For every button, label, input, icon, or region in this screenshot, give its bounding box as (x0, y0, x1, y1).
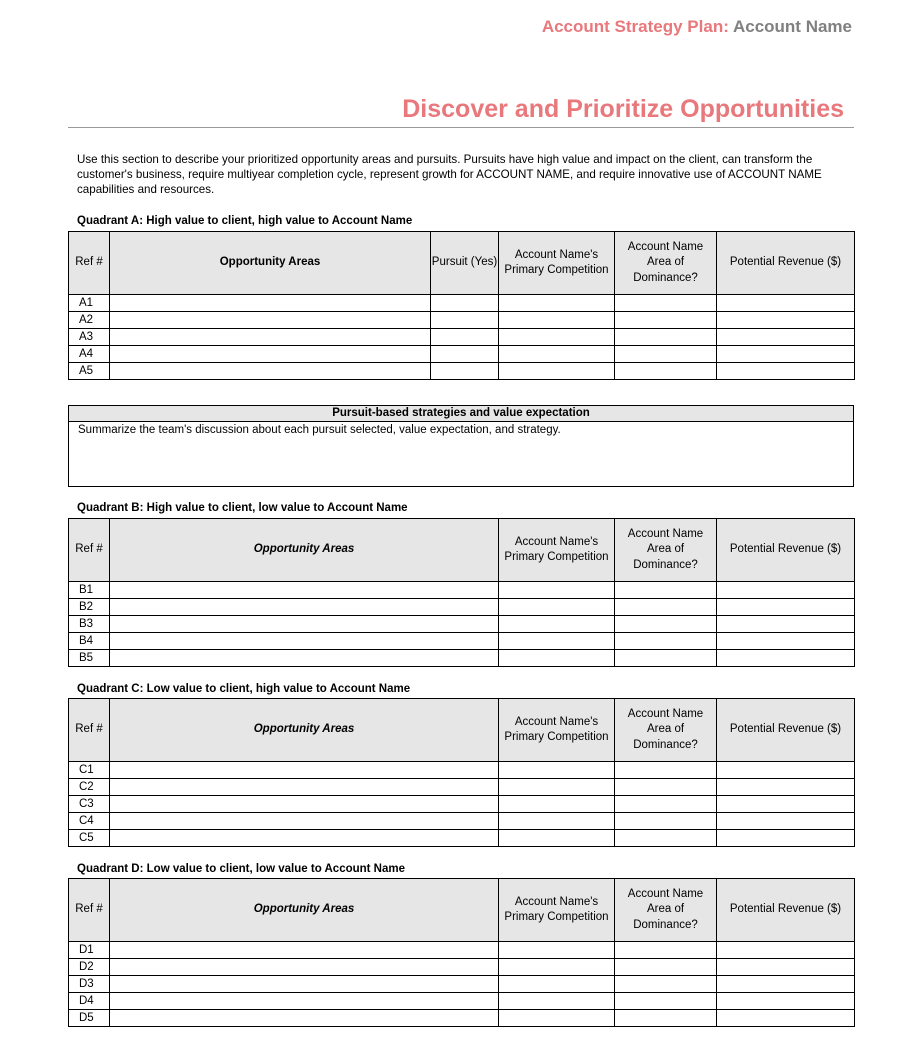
ref-header-label: Ref # (75, 256, 103, 269)
competition-cell[interactable] (499, 329, 615, 346)
competition-header (499, 879, 615, 942)
dominance-cell[interactable] (615, 796, 717, 813)
quadrant-c-table (68, 698, 855, 847)
competition-header (499, 232, 615, 295)
revenue-header-label: Potential Revenue ($) (729, 256, 842, 269)
table-row (69, 779, 855, 796)
ref-cell: D3 (69, 976, 110, 993)
dominance-cell[interactable] (615, 779, 717, 796)
ref-header (69, 232, 110, 295)
ref-cell: B4 (69, 633, 110, 650)
table-row (69, 942, 855, 959)
opportunity-cell[interactable] (110, 582, 499, 599)
revenue-cell[interactable] (717, 796, 855, 813)
revenue-cell[interactable] (717, 363, 855, 380)
opportunity-header (110, 699, 499, 762)
revenue-cell[interactable] (717, 993, 855, 1010)
revenue-header (717, 879, 855, 942)
dominance-header (615, 519, 717, 582)
dominance-cell[interactable] (615, 959, 717, 976)
revenue-cell[interactable] (717, 582, 855, 599)
ref-header (69, 879, 110, 942)
revenue-cell[interactable] (717, 942, 855, 959)
revenue-cell[interactable] (717, 976, 855, 993)
table-header-row (69, 519, 855, 582)
quadrant-d-label: Quadrant D: Low value to client, low value to Account Name (77, 863, 406, 875)
dominance-cell[interactable] (615, 993, 717, 1010)
competition-cell[interactable] (499, 779, 615, 796)
opportunity-header (110, 879, 499, 942)
revenue-cell[interactable] (717, 650, 855, 667)
table-row (69, 830, 855, 847)
dominance-cell[interactable] (615, 976, 717, 993)
pursuit-strategies-heading: Pursuit-based strategies and value expectation (69, 406, 853, 422)
opportunity-cell[interactable] (110, 993, 499, 1010)
opportunity-cell[interactable] (110, 976, 499, 993)
competition-cell[interactable] (499, 993, 615, 1010)
table-row (69, 582, 855, 599)
ref-header (69, 519, 110, 582)
dominance-cell[interactable] (615, 813, 717, 830)
ref-header-label: Ref # (75, 543, 103, 556)
revenue-header-label: Potential Revenue ($) (729, 903, 842, 916)
competition-cell[interactable] (499, 295, 615, 312)
dominance-header-label: Account Name Area of Dominance? (627, 707, 704, 751)
dominance-cell[interactable] (615, 830, 717, 847)
title-divider (68, 127, 854, 128)
opportunity-cell[interactable] (110, 599, 499, 616)
dominance-header-label: Account Name Area of Dominance? (627, 887, 704, 931)
dominance-cell[interactable] (615, 942, 717, 959)
opportunity-cell[interactable] (110, 650, 499, 667)
opportunity-header-label: Opportunity Areas (219, 256, 321, 269)
pursuit-cell[interactable] (431, 363, 499, 380)
pursuit-header-label: Pursuit (Yes) (431, 256, 498, 269)
dominance-header (615, 699, 717, 762)
opportunity-header (110, 232, 431, 295)
ref-cell: B1 (69, 582, 110, 599)
dominance-header (615, 232, 717, 295)
ref-cell: C5 (69, 830, 110, 847)
table-header-row (69, 699, 855, 762)
quadrant-a-label: Quadrant A: High value to client, high value to Account Name (77, 215, 413, 227)
dominance-cell[interactable] (615, 329, 717, 346)
ref-cell: B3 (69, 616, 110, 633)
opportunity-header-label: Opportunity Areas (253, 543, 355, 556)
revenue-cell[interactable] (717, 346, 855, 363)
table-row (69, 363, 855, 380)
opportunity-header-label: Opportunity Areas (253, 903, 355, 916)
table-row (69, 959, 855, 976)
opportunity-cell[interactable] (110, 312, 431, 329)
ref-cell: A4 (69, 346, 110, 363)
ref-cell: D1 (69, 942, 110, 959)
pursuit-header (431, 232, 499, 295)
pursuit-strategies-text[interactable]: Summarize the team's discussion about each pursuit selected, value expectation, and strategy. (78, 424, 561, 436)
opportunity-cell[interactable] (110, 1010, 499, 1027)
revenue-cell[interactable] (717, 295, 855, 312)
dominance-header-label: Account Name Area of Dominance? (627, 527, 704, 571)
revenue-cell[interactable] (717, 312, 855, 329)
revenue-header (717, 699, 855, 762)
ref-cell: D2 (69, 959, 110, 976)
competition-cell[interactable] (499, 762, 615, 779)
dominance-cell[interactable] (615, 312, 717, 329)
document-header (542, 17, 852, 37)
opportunity-cell[interactable] (110, 616, 499, 633)
opportunity-cell[interactable] (110, 762, 499, 779)
competition-header-label: Account Name's Primary Competition (504, 895, 609, 923)
dominance-header (615, 879, 717, 942)
competition-header (499, 519, 615, 582)
intro-paragraph: Use this section to describe your prioritized opportunity areas and pursuits. Pursuits have high value and impact on the client, can transform the customer's business, require multiyear completion cycle, represent growth for ACCOUNT NAME, and require innovative use of ACCOUNT NAME capabilities and resources. (77, 153, 822, 196)
quadrant-c-label: Quadrant C: Low value to client, high value to Account Name (77, 683, 411, 695)
competition-cell[interactable] (499, 976, 615, 993)
competition-cell[interactable] (499, 830, 615, 847)
opportunity-cell[interactable] (110, 830, 499, 847)
competition-cell[interactable] (499, 633, 615, 650)
table-header-row (69, 879, 855, 942)
ref-cell: C3 (69, 796, 110, 813)
competition-cell[interactable] (499, 582, 615, 599)
dominance-cell[interactable] (615, 633, 717, 650)
ref-cell: B5 (69, 650, 110, 667)
pursuit-strategies-box (68, 405, 854, 487)
table-row (69, 993, 855, 1010)
dominance-cell[interactable] (615, 363, 717, 380)
table-row (69, 813, 855, 830)
pursuit-cell[interactable] (431, 312, 499, 329)
revenue-cell[interactable] (717, 599, 855, 616)
table-row (69, 762, 855, 779)
competition-cell[interactable] (499, 1010, 615, 1027)
revenue-cell[interactable] (717, 959, 855, 976)
table-row (69, 633, 855, 650)
table-row (69, 295, 855, 312)
competition-cell[interactable] (499, 959, 615, 976)
section-title: Discover and Prioritize Opportunities (402, 95, 844, 123)
competition-cell[interactable] (499, 616, 615, 633)
opportunity-cell[interactable] (110, 295, 431, 312)
competition-cell[interactable] (499, 346, 615, 363)
competition-header-label: Account Name's Primary Competition (504, 535, 609, 563)
competition-cell[interactable] (499, 942, 615, 959)
competition-cell[interactable] (499, 813, 615, 830)
competition-cell[interactable] (499, 650, 615, 667)
competition-cell[interactable] (499, 599, 615, 616)
ref-cell: D4 (69, 993, 110, 1010)
opportunity-cell[interactable] (110, 796, 499, 813)
table-header-row (69, 232, 855, 295)
quadrant-b-table (68, 518, 855, 667)
opportunity-header (110, 519, 499, 582)
revenue-header-label: Potential Revenue ($) (729, 543, 842, 556)
revenue-cell[interactable] (717, 1010, 855, 1027)
opportunity-cell[interactable] (110, 813, 499, 830)
dominance-cell[interactable] (615, 582, 717, 599)
revenue-cell[interactable] (717, 329, 855, 346)
table-row (69, 599, 855, 616)
opportunity-cell[interactable] (110, 942, 499, 959)
ref-cell: D5 (69, 1010, 110, 1027)
revenue-header-label: Potential Revenue ($) (729, 723, 842, 736)
account-name: Account Name (732, 17, 852, 36)
ref-cell: B2 (69, 599, 110, 616)
table-row (69, 346, 855, 363)
plan-label: Account Strategy Plan: (541, 17, 729, 36)
opportunity-header-label: Opportunity Areas (253, 723, 355, 736)
table-row (69, 616, 855, 633)
pursuit-cell[interactable] (431, 346, 499, 363)
ref-cell: C2 (69, 779, 110, 796)
table-row (69, 1010, 855, 1027)
revenue-cell[interactable] (717, 633, 855, 650)
revenue-cell[interactable] (717, 813, 855, 830)
ref-header-label: Ref # (75, 723, 103, 736)
revenue-cell[interactable] (717, 616, 855, 633)
revenue-cell[interactable] (717, 779, 855, 796)
quadrant-d-table (68, 878, 855, 1027)
ref-cell: A1 (69, 295, 110, 312)
revenue-cell[interactable] (717, 762, 855, 779)
competition-header (499, 699, 615, 762)
ref-cell: A5 (69, 363, 110, 380)
pursuit-cell[interactable] (431, 295, 499, 312)
dominance-cell[interactable] (615, 650, 717, 667)
table-row (69, 329, 855, 346)
table-row (69, 650, 855, 667)
opportunity-cell[interactable] (110, 633, 499, 650)
table-row (69, 976, 855, 993)
competition-cell[interactable] (499, 363, 615, 380)
competition-header-label: Account Name's Primary Competition (504, 248, 609, 276)
dominance-cell[interactable] (615, 616, 717, 633)
ref-cell: A3 (69, 329, 110, 346)
quadrant-a-table (68, 231, 855, 380)
pursuit-cell[interactable] (431, 329, 499, 346)
dominance-cell[interactable] (615, 295, 717, 312)
dominance-header-label: Account Name Area of Dominance? (627, 240, 704, 284)
opportunity-cell[interactable] (110, 329, 431, 346)
revenue-header (717, 232, 855, 295)
opportunity-cell[interactable] (110, 779, 499, 796)
opportunity-cell[interactable] (110, 959, 499, 976)
competition-header-label: Account Name's Primary Competition (504, 715, 609, 743)
dominance-cell[interactable] (615, 762, 717, 779)
quadrant-b-label: Quadrant B: High value to client, low value to Account Name (77, 502, 408, 514)
ref-header-label: Ref # (75, 903, 103, 916)
opportunity-cell[interactable] (110, 363, 431, 380)
dominance-cell[interactable] (615, 346, 717, 363)
table-row (69, 796, 855, 813)
revenue-header (717, 519, 855, 582)
opportunity-cell[interactable] (110, 346, 431, 363)
ref-cell: C1 (69, 762, 110, 779)
ref-header (69, 699, 110, 762)
competition-cell[interactable] (499, 796, 615, 813)
revenue-cell[interactable] (717, 830, 855, 847)
table-row (69, 312, 855, 329)
dominance-cell[interactable] (615, 1010, 717, 1027)
ref-cell: A2 (69, 312, 110, 329)
ref-cell: C4 (69, 813, 110, 830)
dominance-cell[interactable] (615, 599, 717, 616)
competition-cell[interactable] (499, 312, 615, 329)
